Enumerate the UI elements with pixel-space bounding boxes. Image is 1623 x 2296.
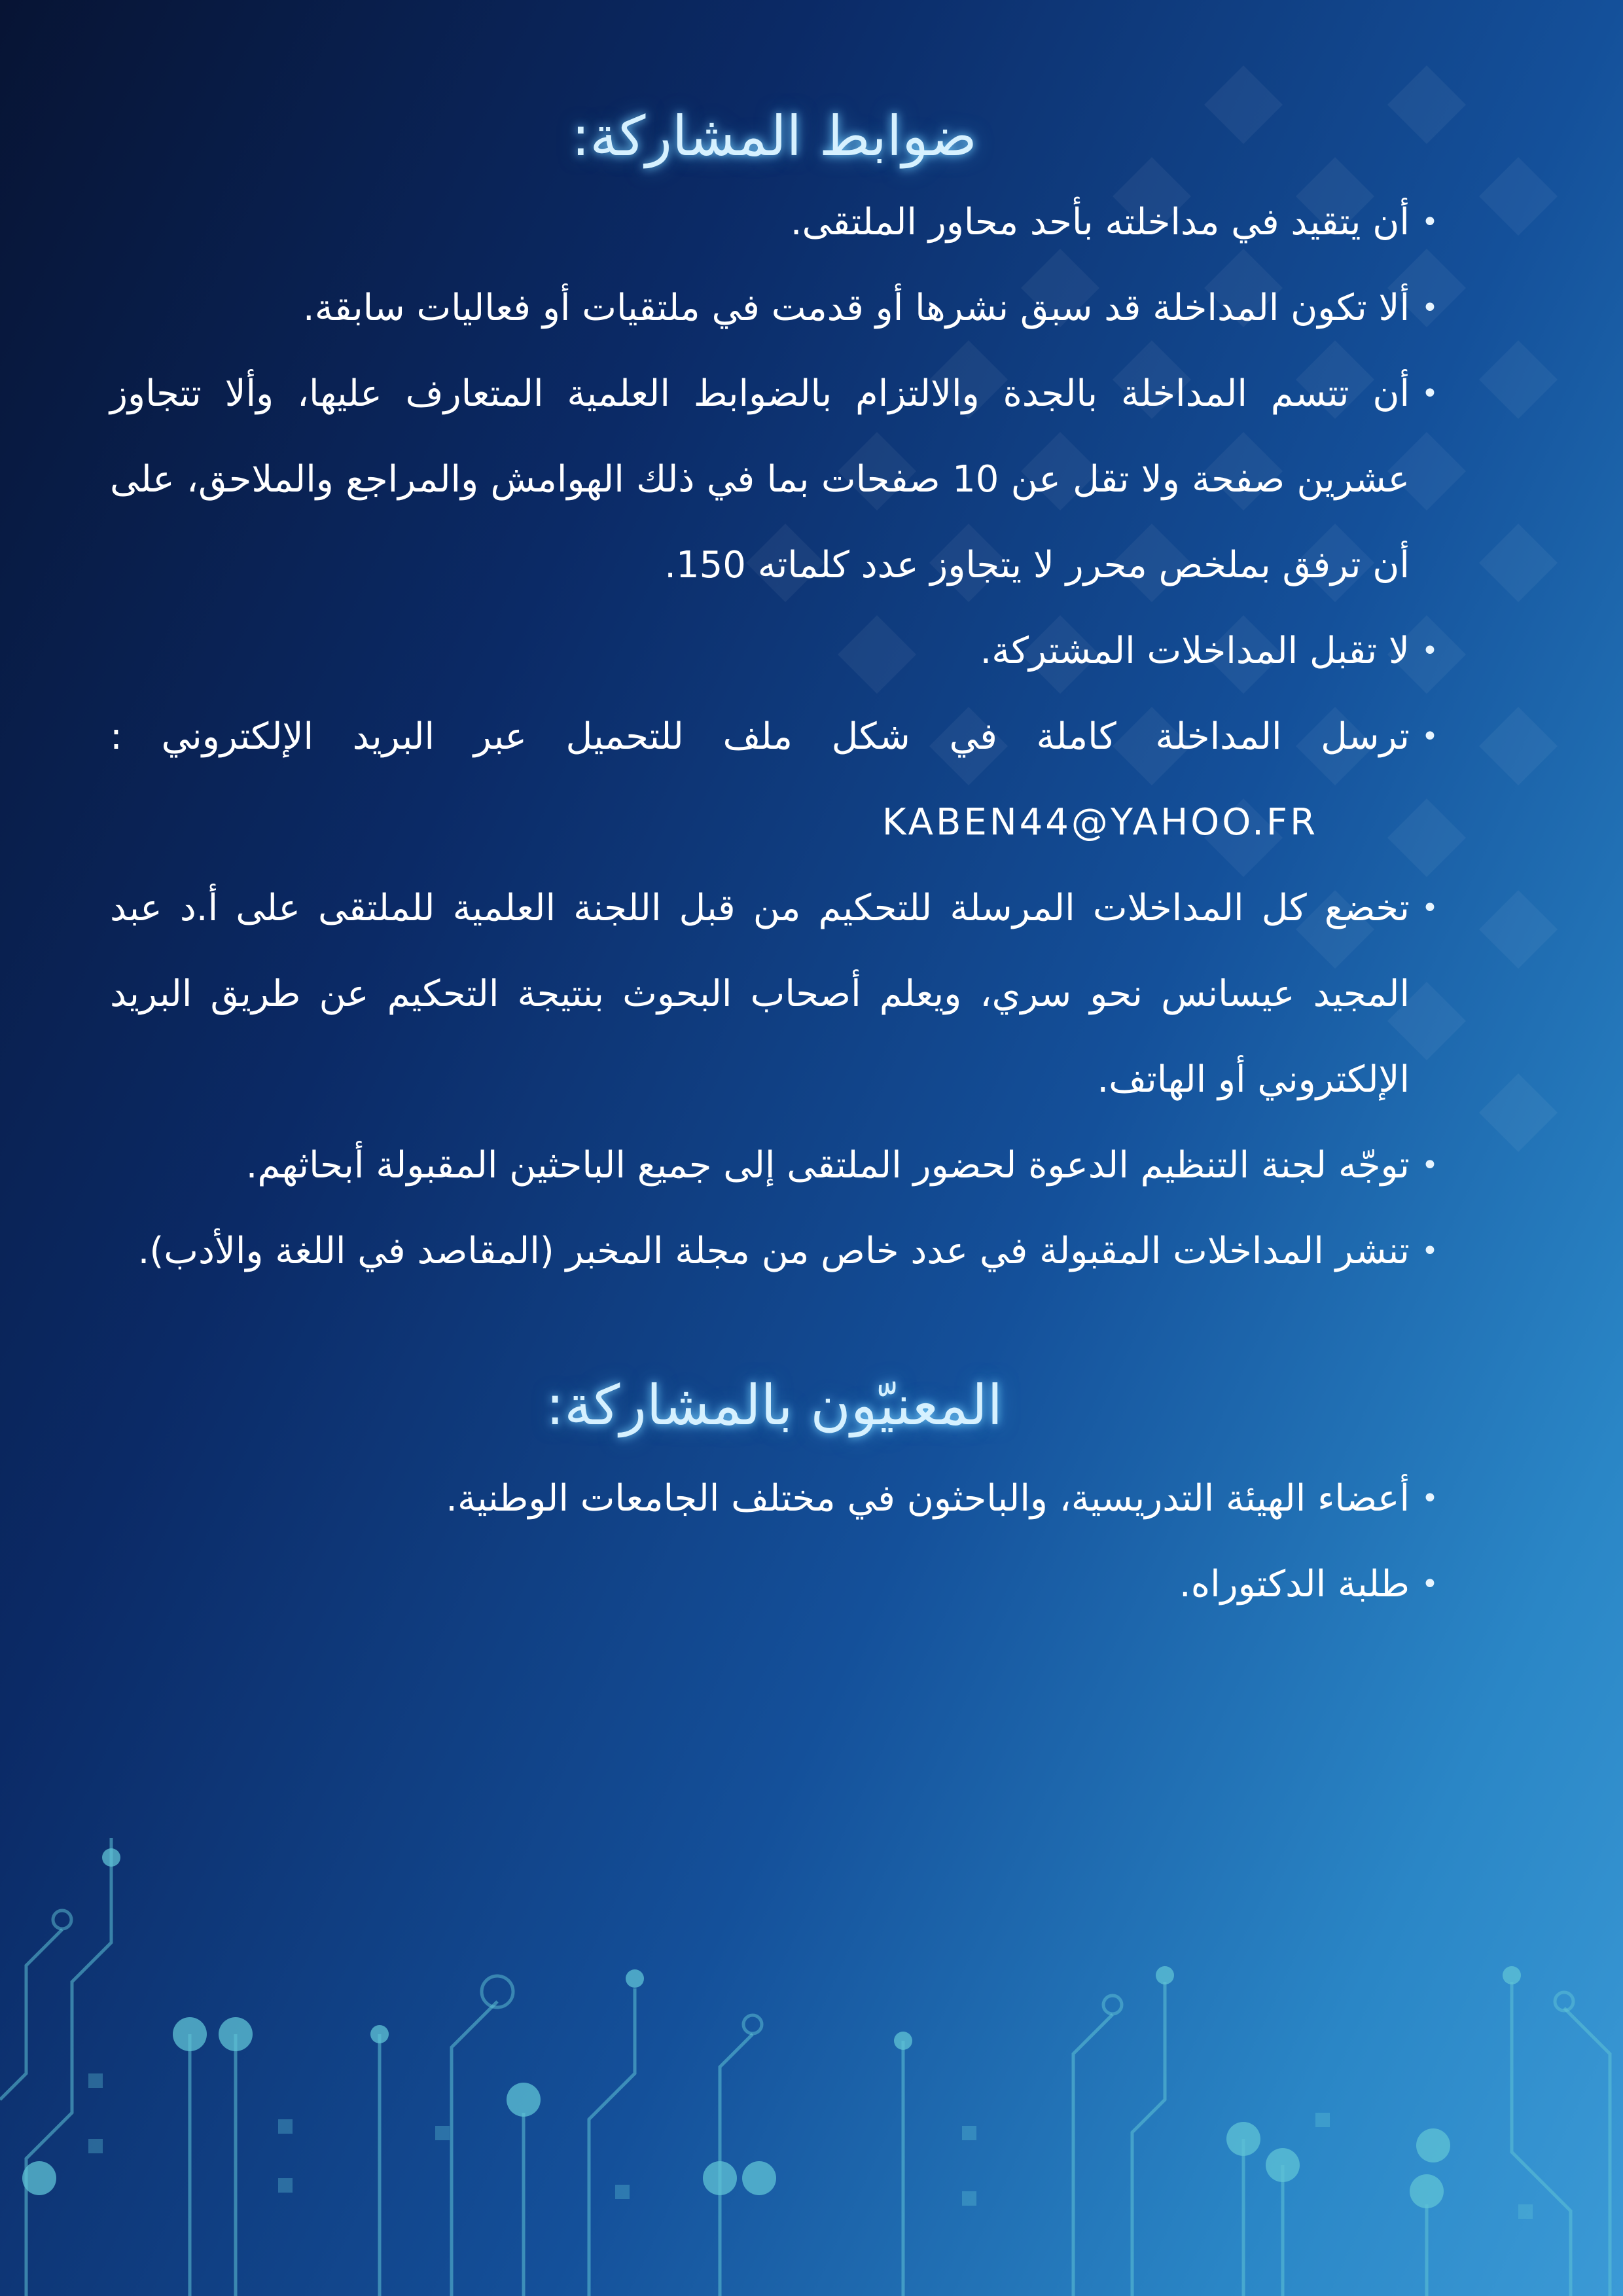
list-item — [110, 694, 1438, 865]
list-item — [110, 1541, 1438, 1627]
target-participants-list — [110, 1456, 1438, 1627]
list-item — [110, 1122, 1438, 1208]
list-item-text: طلبة الدكتوراه. — [1179, 1563, 1410, 1606]
list-item — [110, 1456, 1438, 1541]
list-item — [110, 1208, 1438, 1294]
participation-rules-list — [110, 179, 1438, 1294]
list-item-text: لا تقبل المداخلات المشتركة. — [980, 629, 1410, 672]
target-participants-title: المعنيّون بالمشاركة: — [545, 1372, 1003, 1437]
bullet: • — [1421, 376, 1438, 410]
participation-rules-title: ضوابط المشاركة: — [571, 104, 977, 168]
bullet: • — [1421, 1482, 1438, 1516]
list-item-text: ألا تكون المداخلة قد سبق نشرها أو قدمت في ملتقيات أو فعاليات سابقة. — [302, 286, 1410, 329]
list-item — [110, 865, 1438, 1122]
bullet: • — [1421, 291, 1438, 325]
content-area — [110, 98, 1438, 1627]
bullet: • — [1421, 1148, 1438, 1182]
list-item-text: أن يتقيد في مداخلته بأحد محاور الملتقى. — [790, 200, 1410, 243]
bullet: • — [1421, 1234, 1438, 1268]
list-item — [110, 351, 1438, 608]
list-item-text: أعضاء الهيئة التدريسية، والباحثون في مختلف الجامعات الوطنية. — [446, 1477, 1410, 1520]
list-item — [110, 608, 1438, 694]
list-item-text: تنشر المداخلات المقبولة في عدد خاص من مجلة المخبر (المقاصد في اللغة والأدب). — [137, 1229, 1410, 1272]
email-address[interactable]: KABEN44@YAHOO.FR — [882, 800, 1318, 844]
bullet: • — [1421, 634, 1438, 668]
bullet: • — [1421, 205, 1438, 239]
circuit-board-decoration — [0, 1838, 1623, 2296]
list-item — [110, 179, 1438, 265]
list-item-text: ترسل المداخلة كاملة في شكل ملف للتحميل عبر البريد الإلكتروني : — [110, 715, 1410, 758]
list-item-text: تخضع كل المداخلات المرسلة للتحكيم من قبل اللجنة العلمية للملتقى على أ.د عبد المجيد عيسانس نحو سري، ويعلم أصحاب البحوث بنتيجة التحكيم عن طريق البريد الإلكتروني أو الهاتف. — [110, 886, 1410, 1101]
bullet: • — [1421, 1568, 1438, 1602]
bullet: • — [1421, 891, 1438, 925]
list-item-text: أن تتسم المداخلة بالجدة والالتزام بالضوابط العلمية المتعارف عليها، وألا تتجاوز عشرين صفحة ولا تقل عن 10 صفحات بما في ذلك الهوامش والمراجع والملاحق، على أن ترفق بملخص محرر لا يتجاوز عدد كلماته 150. — [110, 372, 1410, 586]
list-item — [110, 265, 1438, 351]
bullet: • — [1421, 719, 1438, 753]
list-item-text: توجّه لجنة التنظيم الدعوة لحضور الملتقى إلى جميع الباحثين المقبولة أبحاثهم. — [245, 1143, 1410, 1187]
